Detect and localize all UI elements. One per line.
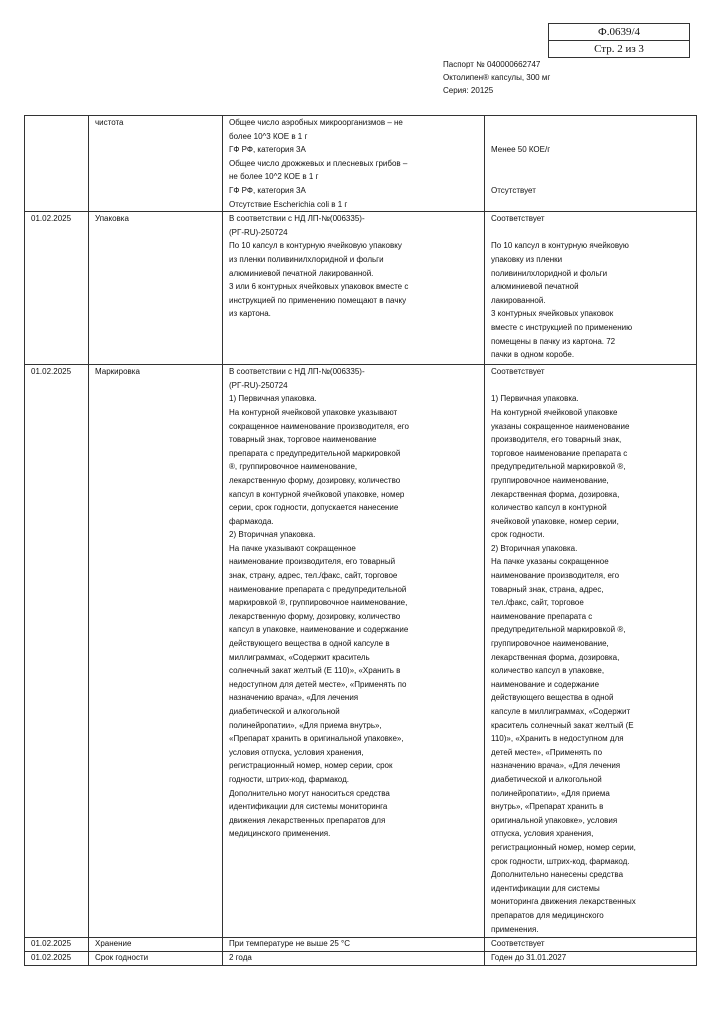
text-line: отпуска, условия хранения, xyxy=(491,829,594,839)
text-line: инструкцией по применению помещают в пачку xyxy=(229,295,407,305)
text-line: На пачке указаны сокращенное xyxy=(491,557,609,567)
text-line: 2 года xyxy=(229,953,252,963)
text-line: торговое наименование препарата с xyxy=(491,448,628,458)
text-line: капсуле в миллиграммах, «Содержит xyxy=(491,707,631,716)
text-line: количество капсул в контурной xyxy=(491,503,607,513)
text-line: детей месте», «Применять по xyxy=(491,747,603,757)
text-line: из картона. xyxy=(229,309,271,319)
passport-number: Паспорт № 040000662747 xyxy=(443,60,541,69)
text-line: действующего вещества в одной xyxy=(491,693,614,703)
text-line: 1) Первичная упаковка. xyxy=(491,394,579,404)
text-line: На контурной ячейковой упаковке xyxy=(491,407,618,417)
result-cell xyxy=(485,365,697,938)
text-line: 2) Вторичная упаковка. xyxy=(491,543,578,553)
table-row xyxy=(25,938,697,952)
text-line xyxy=(491,130,696,144)
parameter-name-cell: чистота xyxy=(89,116,223,212)
date-cell: 01.02.2025 xyxy=(25,952,89,966)
table-row xyxy=(25,212,697,365)
text-line: регистрационный номер, номер серии, срок xyxy=(229,761,393,771)
text-line: наименование препарата с xyxy=(491,611,593,621)
text-line: краситель солнечный закат желтый (Е xyxy=(491,720,634,730)
text-line: маркировкой ®, группировочное наименование, xyxy=(229,598,408,608)
text-line: В соответствии с НД ЛП-№(006335)- xyxy=(229,367,365,377)
text-line: товарный знак, торговое наименование xyxy=(229,435,377,445)
text-line: указаны сокращенное наименование xyxy=(491,421,630,431)
text-line: товарный знак, страна, адрес, xyxy=(491,584,604,594)
text-line: из пленки поливинилхлоридной и фольги xyxy=(229,254,384,264)
text-line: При температуре не выше 25 °С xyxy=(229,939,350,949)
text-line: наименование производителя, его товарный xyxy=(229,557,396,567)
text-line: лекарственную форму, дозировку, количество xyxy=(229,475,401,485)
text-line: срок годности, штрих-код, фармакод. xyxy=(491,856,630,866)
text-line xyxy=(491,226,696,240)
date-cell: 01.02.2025 xyxy=(25,212,89,365)
text-line: внутрь», «Препарат хранить в xyxy=(491,802,604,812)
text-line: 3 контурных ячейковых упаковок xyxy=(491,309,614,319)
text-line: движения лекарственных препаратов для xyxy=(229,815,386,825)
text-line: лекарственная форма, дозировка, xyxy=(491,652,620,662)
text-line: идентификации для системы мониторинга xyxy=(229,802,388,812)
text-line: На контурной ячейковой упаковке указывают xyxy=(229,407,398,417)
text-line: 2) Вторичная упаковка. xyxy=(229,530,316,540)
text-line: Отсутствие Escherichia coli в 1 г xyxy=(229,199,348,209)
text-line: ГФ РФ, категория 3А xyxy=(229,145,306,155)
text-line: капсул в контурной ячейковой упаковке, номер xyxy=(229,489,405,499)
text-line: «Препарат хранить в оригинальной упаковке», xyxy=(229,734,404,744)
text-line: (РГ-RU)-250724 xyxy=(229,380,288,390)
result-cell xyxy=(485,952,697,966)
text-line: наименование и содержание xyxy=(491,679,600,689)
text-line: поливинилхлоридной и фольги xyxy=(491,268,608,278)
text-line xyxy=(491,157,696,171)
text-line: По 10 капсул в контурную ячейковую упаковку xyxy=(229,241,402,251)
text-line: наименование производителя, его xyxy=(491,571,620,581)
text-line: группировочное наименование, xyxy=(491,639,609,649)
text-line: капсул в упаковке, наименование и содержание xyxy=(229,625,409,635)
result-cell xyxy=(485,116,697,212)
text-line: идентификации для системы xyxy=(491,883,600,893)
text-line: препаратов для медицинского xyxy=(491,910,604,920)
text-line: назначению врача», «Для лечения xyxy=(491,761,621,771)
text-line: полинейропатии», «Для приема внутрь», xyxy=(229,720,382,730)
text-line: оригинальной упаковке», условия xyxy=(491,815,618,825)
requirement-cell xyxy=(223,212,485,365)
text-line: более 10^3 КОЕ в 1 г xyxy=(229,131,308,141)
text-line: полинейропатии», «Для приема xyxy=(491,788,610,798)
text-line xyxy=(491,170,696,184)
text-line xyxy=(491,379,696,393)
text-line: применения. xyxy=(491,924,539,934)
text-line: пачки в одном коробе. xyxy=(491,350,575,360)
text-line: В соответствии с НД ЛП-№(006335)- xyxy=(229,214,365,224)
page-number: Стр. 2 из 3 xyxy=(549,40,689,57)
text-line: серии, срок годности, допускается нанесение xyxy=(229,503,399,513)
text-line: алюминиевой печатной xyxy=(491,282,579,292)
specification-table xyxy=(24,115,697,966)
text-line: не более 10^2 КОЕ в 1 г xyxy=(229,172,319,182)
document-header xyxy=(443,58,550,97)
text-line: недоступном для детей месте», «Применять по xyxy=(229,679,407,689)
result-cell xyxy=(485,938,697,952)
text-line: На пачке указывают сокращенное xyxy=(229,543,356,553)
text-line: диабетической и алкогольной xyxy=(491,774,602,784)
text-line: Общее число дрожжевых и плесневых грибов – xyxy=(229,158,408,168)
text-line: Дополнительно нанесены средства xyxy=(491,870,624,880)
text-line: упаковку из пленки xyxy=(491,254,563,264)
text-line: производителя, его товарный знак, xyxy=(491,435,622,445)
text-line: лекарственная форма, дозировка, xyxy=(491,489,620,499)
text-line: назначению врача», «Для лечения xyxy=(229,693,359,703)
text-line: лакированной. xyxy=(491,295,546,305)
text-line: предупредительной маркировкой ®, xyxy=(491,625,626,635)
text-line: вместе с инструкцией по применению xyxy=(491,322,633,332)
text-line: Соответствует xyxy=(491,939,545,949)
text-line: солнечный закат желтый (Е 110)», «Хранить в xyxy=(229,666,401,676)
text-line: 1) Первичная упаковка. xyxy=(229,394,317,404)
requirement-cell xyxy=(223,952,485,966)
result-cell xyxy=(485,212,697,365)
text-line xyxy=(491,116,696,130)
text-line: регистрационный номер, номер серии, xyxy=(491,842,636,852)
series-number: Серия: 20125 xyxy=(443,86,494,95)
text-line: (РГ-RU)-250724 xyxy=(229,227,288,237)
date-cell: 01.02.2025 xyxy=(25,938,89,952)
parameter-name-cell: Срок годности xyxy=(89,952,223,966)
text-line: медицинского применения. xyxy=(229,829,331,839)
text-line: предупредительной маркировкой ®, xyxy=(491,462,626,472)
text-line: годности, штрих-код, фармакод. xyxy=(229,774,349,784)
text-line: действующего вещества в одной капсуле в xyxy=(229,639,390,649)
form-code: Ф.0639/4 xyxy=(598,26,640,38)
text-line xyxy=(491,198,696,212)
text-line: знак, страну, адрес, тел./факс, сайт, торговое xyxy=(229,571,398,581)
product-name: Октолипен® капсулы, 300 мг xyxy=(443,73,551,82)
text-line: Общее число аэробных микроорганизмов – не xyxy=(229,118,403,127)
text-line: По 10 капсул в контурную ячейковую xyxy=(491,241,629,251)
text-line: помещены в пачку из картона. 72 xyxy=(491,336,616,346)
text-line: миллиграммах, «Содержит краситель xyxy=(229,652,370,662)
requirement-cell xyxy=(223,938,485,952)
text-line: ®, группировочное наименование, xyxy=(229,462,358,472)
text-line: диабетической и алкогольной xyxy=(229,707,340,716)
text-line: 110)», «Хранить в недоступном для xyxy=(491,734,624,744)
requirement-cell xyxy=(223,365,485,938)
text-line: Годен до 31.01.2027 xyxy=(491,953,567,963)
table-row xyxy=(25,365,697,938)
text-line: Отсутствует xyxy=(491,185,536,195)
text-line: ГФ РФ, категория 3А xyxy=(229,185,306,195)
text-line: ячейковой упаковке, номер серии, xyxy=(491,516,619,526)
text-line: фармакода. xyxy=(229,516,274,526)
text-line: алюминиевой печатной лакированной. xyxy=(229,268,374,278)
text-line: Соответствует xyxy=(491,367,545,377)
date-cell: 01.02.2025 xyxy=(25,365,89,938)
parameter-name-cell: Маркировка xyxy=(89,365,223,938)
text-line: наименование препарата с предупредительной xyxy=(229,584,407,594)
text-line: количество капсул в упаковке, xyxy=(491,666,605,676)
text-line: срок годности. xyxy=(491,530,545,540)
date-cell xyxy=(25,116,89,212)
text-line: Соответствует xyxy=(491,214,545,224)
table-row xyxy=(25,116,697,212)
text-line: лекарственную форму, дозировку, количество xyxy=(229,611,401,621)
text-line: условия отпуска, условия хранения, xyxy=(229,747,364,757)
text-line: группировочное наименование, xyxy=(491,475,609,485)
text-line: сокращенное наименование производителя, его xyxy=(229,421,409,431)
text-line: мониторинга движения лекарственных xyxy=(491,897,636,907)
table-row xyxy=(25,952,697,966)
text-line: Дополнительно могут наноситься средства xyxy=(229,788,390,798)
text-line: 3 или 6 контурных ячейковых упаковок вместе с xyxy=(229,282,409,292)
text-line: тел./факс, сайт, торговое xyxy=(491,598,584,608)
text-line: препарата с предупредительной маркировкой xyxy=(229,448,401,458)
text-line: Менее 50 КОЕ/г xyxy=(491,145,551,155)
parameter-name-cell: Хранение xyxy=(89,938,223,952)
form-code-box xyxy=(548,23,690,58)
requirement-cell xyxy=(223,116,485,212)
parameter-name-cell: Упаковка xyxy=(89,212,223,365)
